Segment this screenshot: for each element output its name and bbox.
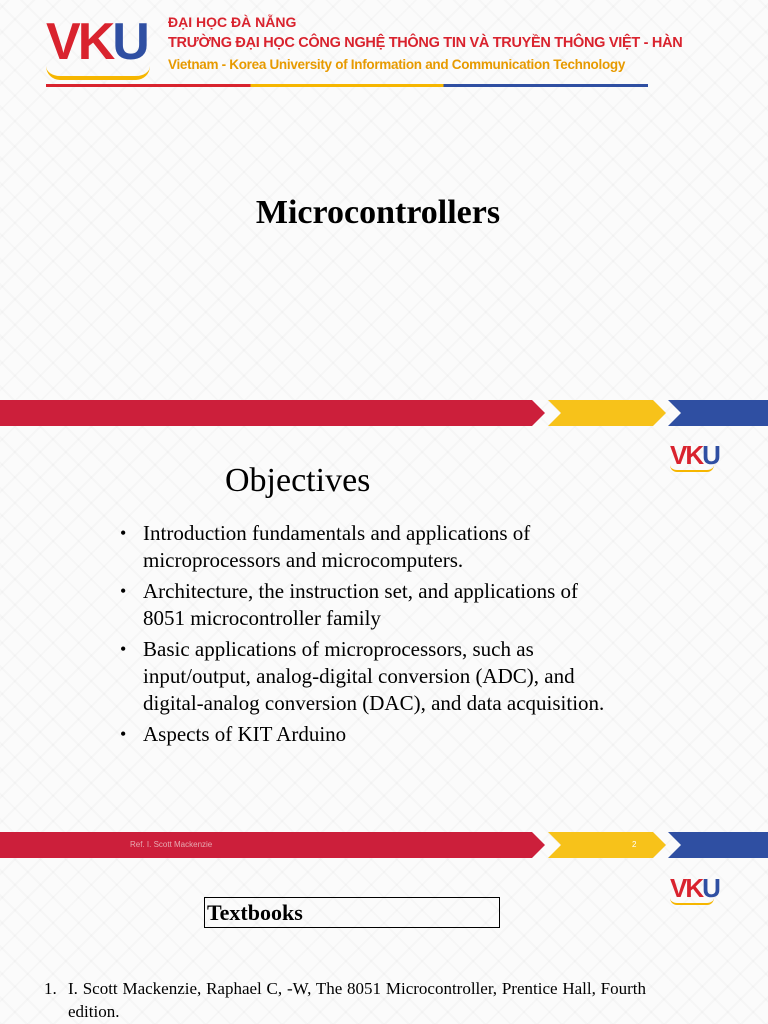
university-line-2: TRƯỜNG ĐẠI HỌC CÔNG NGHỆ THÔNG TIN VÀ TRUYỀN THÔNG VIỆT - HÀN: [168, 35, 683, 51]
header-divider: [46, 84, 648, 87]
page-number: 2: [632, 840, 637, 849]
footer-reference: Ref. I. Scott Mackenzie: [130, 840, 213, 849]
textbook-list: [44, 977, 646, 1023]
list-item: • Basic applications of microprocessors, such as input/output, analog-digital conversion (ADC), and digital-analog conversion (DAC), and data acquisition.: [120, 637, 605, 715]
vku-small-logo: VKU: [670, 873, 719, 903]
logo-swoosh-icon: [46, 66, 150, 80]
slide-objectives: [0, 427, 768, 832]
objectives-title: Objectives: [225, 462, 371, 499]
banner-yellow-stripe: [548, 832, 666, 858]
university-line-1: ĐẠI HỌC ĐÀ NẴNG: [168, 14, 297, 30]
vku-logo: VKU: [46, 13, 147, 71]
bullet-icon: •: [120, 581, 127, 601]
logo-swoosh-icon: [670, 465, 714, 472]
slide-title: [0, 0, 768, 400]
list-item: • Aspects of KIT Arduino: [120, 722, 347, 746]
slide-divider-banner: [0, 400, 768, 426]
bullet-icon: •: [120, 639, 127, 659]
logo-swoosh-icon: [670, 898, 714, 905]
banner-blue-stripe: [668, 400, 768, 426]
slide-title-text: Microcontrollers: [255, 194, 501, 231]
bullet-icon: •: [120, 724, 127, 744]
textbooks-title: Textbooks: [207, 900, 303, 925]
reference-text: I. Scott Mackenzie, Raphael C, -W, The 8051 Microcontroller, Prentice Hall, Fourth edition.: [68, 979, 646, 1021]
list-item: [44, 977, 646, 1023]
banner-blue-stripe: [668, 832, 768, 858]
university-line-3: Vietnam - Korea University of Information and Communication Technology: [168, 57, 626, 72]
vku-small-logo: VKU: [670, 440, 719, 470]
objectives-list: [120, 520, 620, 752]
list-number: 1.: [44, 979, 57, 998]
banner-red-stripe: [0, 832, 545, 858]
list-item: • Architecture, the instruction set, and applications of 8051 microcontroller family: [120, 579, 579, 630]
bullet-icon: •: [120, 523, 127, 543]
banner-yellow-stripe: [548, 400, 666, 426]
banner-red-stripe: [0, 400, 545, 426]
list-item: • Introduction fundamentals and applications of microprocessors and microcomputers.: [120, 521, 531, 572]
textbooks-title-box: [204, 897, 500, 928]
slide-footer-banner: [0, 832, 768, 858]
university-name-block: [168, 12, 682, 76]
slide-textbooks: [0, 860, 768, 1024]
